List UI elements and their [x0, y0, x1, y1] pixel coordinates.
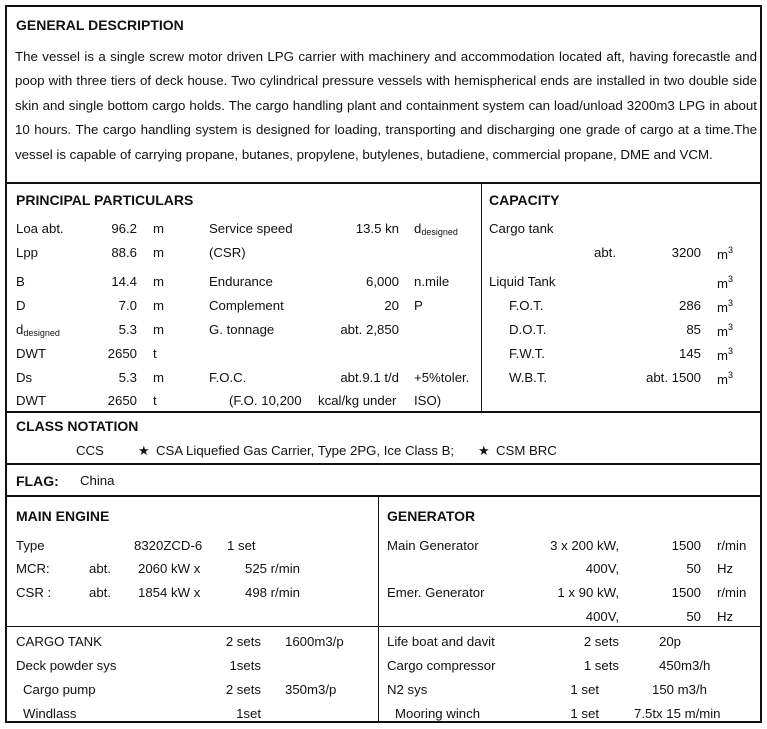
main-generator-volt: 400V,	[585, 561, 619, 576]
speed-value: 13.5 kn	[355, 221, 399, 236]
cargo-tank-abt: abt.	[594, 245, 616, 260]
liquid-tank-unit: $m^3$	[717, 274, 734, 291]
class-ccs: CCS	[76, 443, 104, 458]
equipment-capacity: 20p	[659, 634, 682, 649]
lpp-unit: m	[153, 245, 164, 260]
engine-type-label: Type	[16, 538, 45, 553]
dwt2-label: DWT	[16, 393, 47, 408]
emer-generator-hz-unit: Hz	[717, 609, 734, 624]
dwt2-unit: t	[153, 393, 157, 408]
general-description: The vessel is a single screw motor driven LPG carrier with machinery and accommodation located aft, having forecastle and poop with three tiers of deck house. Two cylindrical pressure vessels with hemispherical ends are installed in two double side skin and single bottom cargo holds. The cargo handling plant and containment system can load/unload 3200m3 LPG in about 10 hours. The cargo handling system is designed for loading, transporting and discharging one grade of cargo at a time.The vessel is capable of carrying propane, butanes, propylene, butylenes, butadiene, commercial propane, DME and VCM.	[15, 49, 757, 162]
fot-unit: $m^3$	[717, 298, 734, 315]
general-heading: GENERAL DESCRIPTION	[16, 17, 184, 33]
foc-tolerance: +5%toler.	[414, 370, 470, 385]
engine-type-qty: 1 set	[227, 538, 256, 553]
dot-label: D.O.T.	[509, 322, 547, 337]
csr-engine-label: CSR :	[16, 585, 52, 600]
equipment-name: Deck powder sys	[16, 658, 117, 673]
dwt-unit: t	[153, 346, 157, 361]
spec-sheet	[5, 5, 762, 723]
equipment-qty: 1sets	[229, 658, 261, 673]
main-generator-rpm: 1500	[671, 538, 701, 553]
main-generator-label: Main Generator	[387, 538, 479, 553]
ds-label: Ds	[16, 370, 33, 385]
loa-label: Loa abt.	[16, 221, 64, 236]
flag-label: FLAG:	[16, 473, 59, 489]
dot-unit: $m^3$	[717, 322, 734, 339]
d-label: D	[16, 298, 26, 313]
equipment-capacity: 7.5tx 15 m/min	[634, 706, 721, 721]
fwt-unit: $m^3$	[717, 346, 734, 363]
foc-note-b: kcal/kg under	[318, 393, 397, 408]
emer-generator-label: Emer. Generator	[387, 585, 485, 600]
engine-type-value: 8320ZCD-6	[134, 538, 203, 553]
divider	[7, 182, 760, 184]
lpp-value: 88.6	[111, 245, 137, 260]
main-engine-heading: MAIN ENGINE	[16, 508, 110, 524]
ds-unit: m	[153, 370, 164, 385]
gt-value: abt. 2,850	[340, 322, 399, 337]
liquid-tank-label: Liquid Tank	[489, 274, 556, 289]
d-designed-value: 5.3	[118, 322, 137, 337]
main-generator-hz: 50	[686, 561, 701, 576]
lpp-label: Lpp	[16, 245, 39, 260]
d-designed-unit: m	[153, 322, 164, 337]
fot-value: 286	[678, 298, 701, 313]
d-value: 7.0	[118, 298, 137, 313]
class-notation-heading: CLASS NOTATION	[16, 418, 139, 434]
ds-value: 5.3	[118, 370, 137, 385]
csr-rpm: 498 r/min	[245, 585, 300, 600]
equipment-qty: 2 sets	[225, 634, 261, 649]
b-label: B	[16, 274, 25, 289]
divider	[7, 626, 760, 627]
divider	[7, 411, 760, 413]
endurance-label: Endurance	[209, 274, 273, 289]
foc-note-a: (F.O. 10,200	[229, 393, 302, 408]
equipment-qty: 2 sets	[583, 634, 619, 649]
equipment-capacity: 350m3/p	[285, 682, 337, 697]
complement-label: Complement	[209, 298, 284, 313]
mcr-label: MCR:	[16, 561, 50, 576]
speed-note: $d_{designed}$	[414, 221, 458, 237]
dwt2-value: 2650	[107, 393, 137, 408]
gt-label: G. tonnage	[209, 322, 275, 337]
equipment-name: Cargo compressor	[387, 658, 496, 673]
cargo-tank-unit: $m^3$	[717, 245, 734, 262]
emer-generator-hz: 50	[686, 609, 701, 624]
equipment-qty: 1 set	[570, 682, 599, 697]
class-notation-text: CSA Liquefied Gas Carrier, Type 2PG, Ice Class B;	[156, 443, 455, 458]
main-generator-rpm-unit: r/min	[717, 538, 747, 553]
endurance-value: 6,000	[365, 274, 399, 289]
generator-heading: GENERATOR	[387, 508, 476, 524]
complement-value: 20	[384, 298, 399, 313]
equipment-qty: 1 sets	[583, 658, 619, 673]
equipment-name: Cargo pump	[23, 682, 96, 697]
fwt-label: F.W.T.	[509, 346, 545, 361]
equipment-name: CARGO TANK	[16, 634, 102, 649]
mcr-abt: abt.	[89, 561, 111, 576]
wbt-value: abt. 1500	[646, 370, 701, 385]
capacity-divider	[481, 182, 482, 412]
main-generator-power: 3 x 200 kW,	[550, 538, 619, 553]
b-unit: m	[153, 274, 164, 289]
capacity-heading: CAPACITY	[489, 192, 560, 208]
main-generator-hz-unit: Hz	[717, 561, 734, 576]
csr-abt: abt.	[89, 585, 111, 600]
column-divider	[378, 495, 379, 721]
foc-label: F.O.C.	[209, 370, 247, 385]
dwt-label: DWT	[16, 346, 47, 361]
complement-unit: P	[414, 298, 423, 313]
csr-label: (CSR)	[209, 245, 246, 260]
mcr-rpm: 525 r/min	[245, 561, 300, 576]
equipment-qty: 2 sets	[225, 682, 261, 697]
equipment-name: Windlass	[23, 706, 77, 721]
cargo-tank-label: Cargo tank	[489, 221, 554, 236]
cargo-tank-value: 3200	[671, 245, 701, 260]
equipment-name: Mooring winch	[395, 706, 481, 721]
equipment-capacity: 150 m3/h	[652, 682, 707, 697]
d-designed-label: $d_{designed}$	[16, 322, 60, 338]
b-value: 14.4	[111, 274, 137, 289]
divider	[7, 495, 760, 497]
dwt-value: 2650	[107, 346, 137, 361]
fot-label: F.O.T.	[509, 298, 544, 313]
equipment-name: N2 sys	[387, 682, 428, 697]
star-icon: ★	[138, 443, 150, 458]
class-notation-text-2: CSM BRC	[496, 443, 557, 458]
star-icon: ★	[478, 443, 490, 458]
loa-value: 96.2	[111, 221, 137, 236]
foc-value: abt.9.1 t/d	[340, 370, 399, 385]
emer-generator-rpm: 1500	[671, 585, 701, 600]
equipment-capacity: 450m3/h	[659, 658, 711, 673]
loa-unit: m	[153, 221, 164, 236]
wbt-unit: $m^3$	[717, 370, 734, 387]
fwt-value: 145	[678, 346, 701, 361]
equipment-name: Life boat and davit	[387, 634, 495, 649]
divider	[7, 463, 760, 465]
mcr-power: 2060 kW x	[138, 561, 201, 576]
csr-power: 1854 kW x	[138, 585, 201, 600]
emer-generator-rpm-unit: r/min	[717, 585, 747, 600]
emer-generator-volt: 400V,	[585, 609, 619, 624]
d-unit: m	[153, 298, 164, 313]
principal-heading: PRINCIPAL PARTICULARS	[16, 192, 194, 208]
emer-generator-power: 1 x 90 kW,	[557, 585, 619, 600]
equipment-capacity: 1600m3/p	[285, 634, 344, 649]
speed-label: Service speed	[209, 221, 293, 236]
endurance-unit: n.mile	[414, 274, 450, 289]
dot-value: 85	[686, 322, 701, 337]
wbt-label: W.B.T.	[509, 370, 548, 385]
flag-value: China	[80, 473, 115, 488]
equipment-qty: 1set	[236, 706, 261, 721]
equipment-qty: 1 set	[570, 706, 599, 721]
foc-note-c: ISO)	[414, 393, 442, 408]
